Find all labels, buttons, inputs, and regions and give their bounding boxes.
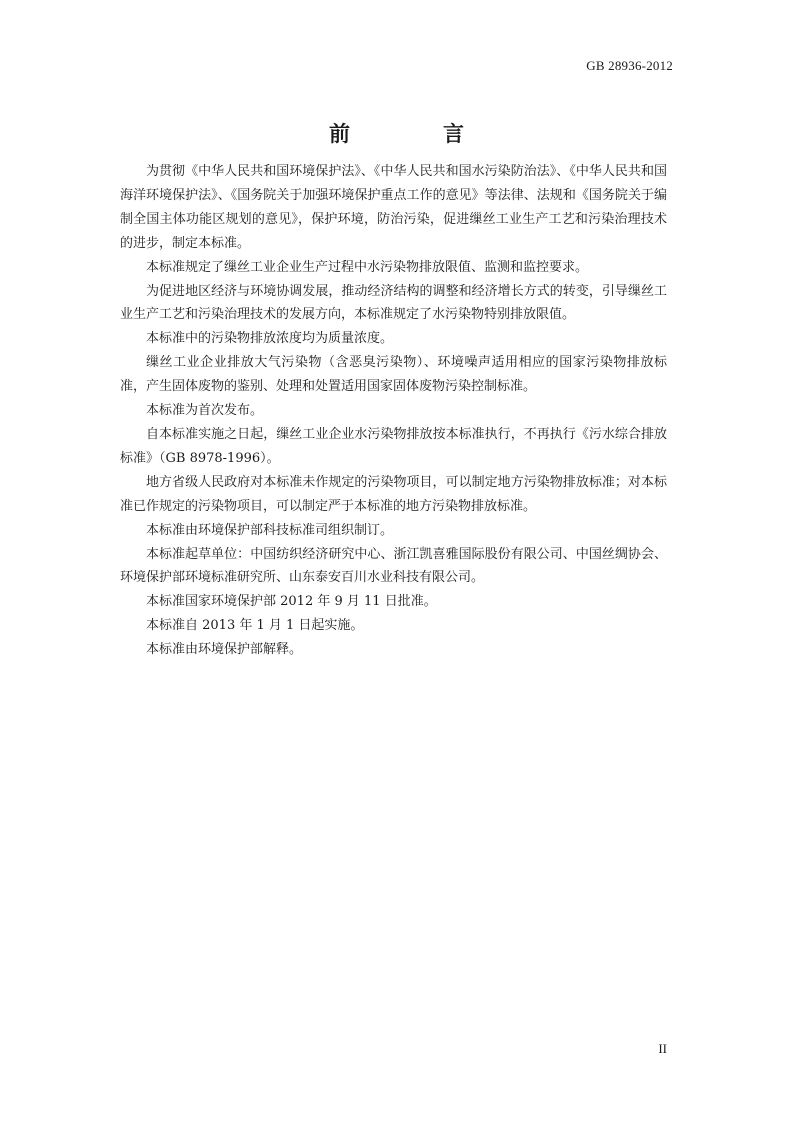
paragraph: 为贯彻《中华人民共和国环境保护法》、《中华人民共和国水污染防治法》、《中华人民共和国海洋环境保护法》、《国务院关于加强环境保护重点工作的意见》等法律、法规和《国务院关于编制全国主体功能区规划的意见》，保护环境，防治污染，促进缫丝工业生产工艺和污染治理技术的进步，制定本标准。	[120, 164, 667, 251]
paragraph: 本标准由环境保护部解释。	[146, 642, 303, 658]
paragraph: 本标准中的污染物排放浓度均为质量浓度。	[146, 331, 394, 347]
paragraph: 本标准起草单位：中国纺织经济研究中心、浙江凯喜雅国际股份有限公司、中国丝绸协会、环境保护部环境标准研究所、山东泰安百川水业科技有限公司。	[120, 546, 667, 586]
paragraph: 本标准国家环境保护部 2012 年 9 月 11 日批准。	[146, 594, 437, 610]
paragraph: 本标准由环境保护部科技标准司组织制订。	[146, 522, 394, 538]
foreword-body	[120, 160, 667, 662]
paragraph: 缫丝工业企业排放大气污染物（含恶臭污染物）、环境噪声适用相应的国家污染物排放标准，产生固体废物的鉴别、处理和处置适用国家固体废物污染控制标准。	[120, 355, 667, 395]
page-title: 前 言	[329, 122, 500, 146]
paragraph: 本标准自 2013 年 1 月 1 日起实施。	[146, 618, 364, 634]
standard-code: GB 28936-2012	[586, 58, 673, 73]
paragraph: 为促进地区经济与环境协调发展，推动经济结构的调整和经济增长方式的转变，引导缫丝工业生产工艺和污染治理技术的发展方向，本标准规定了水污染物特别排放限值。	[120, 283, 667, 323]
paragraph: 本标准为首次发布。	[146, 403, 264, 419]
paragraph: 自本标准实施之日起，缫丝工业企业水污染物排放按本标准执行，不再执行《污水综合排放标准》（GB 8978-1996）。	[120, 426, 667, 466]
paragraph: 本标准规定了缫丝工业企业生产过程中水污染物排放限值、监测和监控要求。	[146, 259, 589, 275]
page-number: II	[658, 1041, 667, 1056]
paragraph: 地方省级人民政府对本标准未作规定的污染物项目，可以制定地方污染物排放标准；对本标准已作规定的污染物项目，可以制定严于本标准的地方污染物排放标准。	[120, 474, 667, 514]
